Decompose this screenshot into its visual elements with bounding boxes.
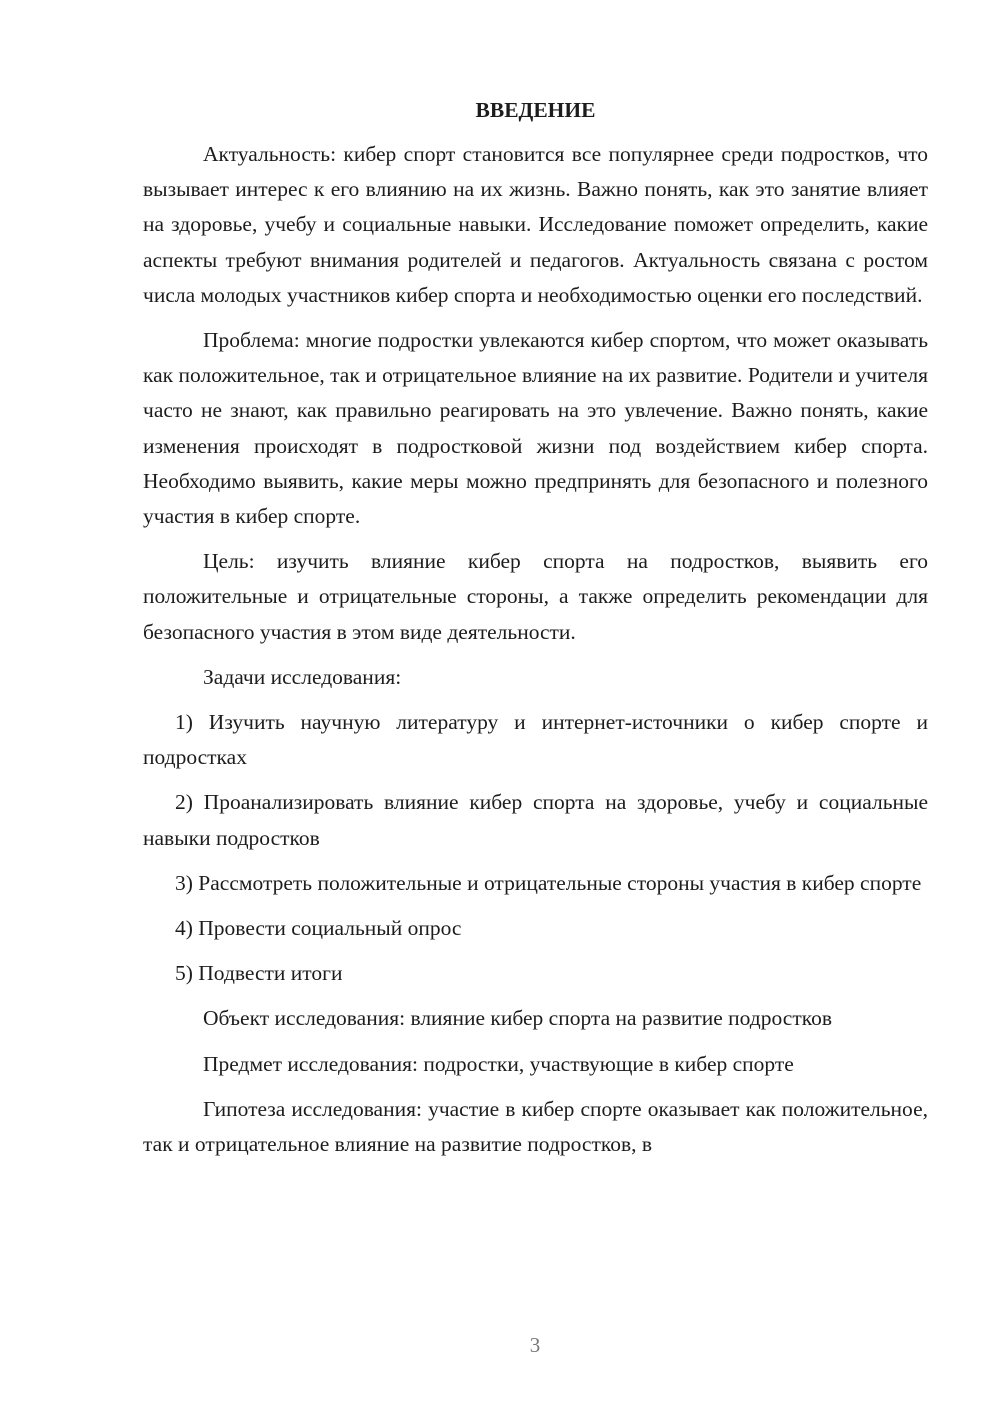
relevance-paragraph: Актуальность: кибер спорт становится все популярнее среди подростков, что вызывает интерес к его влиянию на их жизнь. Важно понять, как это занятие влияет на здоровье, учебу и социальные навыки. Исследование поможет определить, какие аспекты требуют внимания родителей и педагогов. Актуальность связана с ростом числа молодых участников кибер спорта и необходимостью оценки его последствий.: [143, 142, 928, 307]
problem-paragraph: Проблема: многие подростки увлекаются кибер спортом, что может оказывать как положительное, так и отрицательное влияние на их развитие. Родители и учителя часто не знают, как правильно реагировать на это увлечение. Важно понять, какие изменения происходят в подростковой жизни под воздействием кибер спорта. Необходимо выявить, какие меры можно предпринять для безопасного и полезного участия в кибер спорте.: [143, 328, 928, 529]
tasks-heading: Задачи исследования:: [203, 664, 402, 689]
task-item: 2) Проанализировать влияние кибер спорта на здоровье, учебу и социальные навыки подростков: [143, 790, 928, 850]
task-item: 4) Провести социальный опрос: [175, 916, 462, 941]
subject-paragraph: Предмет исследования: подростки, участвующие в кибер спорте: [203, 1051, 794, 1076]
task-item: 5) Подвести итоги: [175, 961, 343, 986]
section-title: ВВЕДЕНИЕ: [475, 98, 596, 122]
page-number: 3: [529, 1333, 541, 1357]
task-item: 3) Рассмотреть положительные и отрицательные стороны участия в кибер спорте: [175, 870, 922, 895]
object-paragraph: Объект исследования: влияние кибер спорта на развитие подростков: [203, 1006, 832, 1031]
page-content: [143, 92, 928, 1172]
hypothesis-paragraph: Гипотеза исследования: участие в кибер спорте оказывает как положительное, так и отрицательное влияние на развитие подростков, в: [143, 1096, 928, 1157]
goal-paragraph: Цель: изучить влияние кибер спорта на подростков, выявить его положительные и отрицательные стороны, а также определить рекомендации для безопасного участия в этом виде деятельности.: [143, 549, 928, 644]
task-item: 1) Изучить научную литературу и интернет-источники о кибер спорте и подростках: [143, 710, 928, 770]
